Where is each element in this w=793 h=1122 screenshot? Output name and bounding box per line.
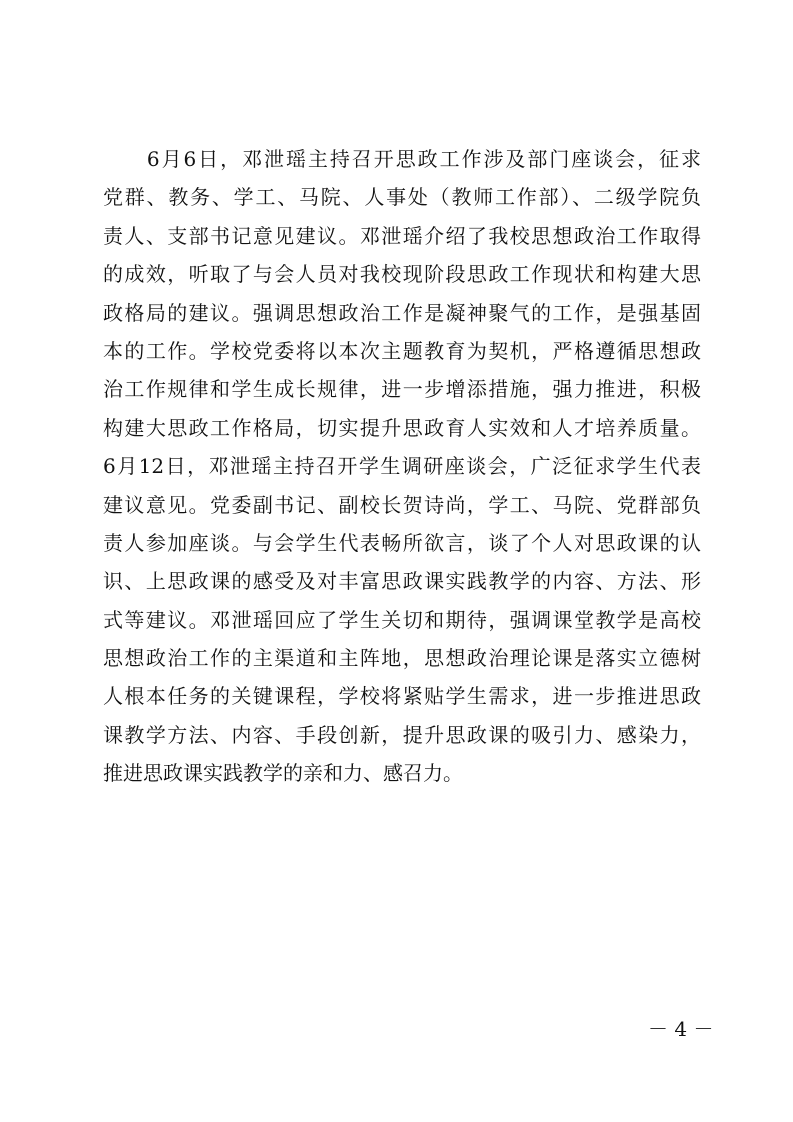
text-line: 式等建议。邓泄瑶回应了学生关切和期待，强调课堂教学是高校 [103, 607, 701, 632]
text-line: 课教学方法、内容、手段创新，提升思政课的吸引力、感染力， [103, 722, 701, 747]
text-line: 治工作规律和学生成长规律，进一步增添措施，强力推进，积极 [103, 377, 701, 402]
text-line: 的成效，听取了与会人员对我校现阶段思政工作现状和构建大思 [103, 262, 701, 287]
text-line: 6月12日，邓泄瑶主持召开学生调研座谈会，广泛征求学生代表 [103, 454, 701, 479]
text-line: 责人参加座谈。与会学生代表畅所欲言，谈了个人对思政课的认 [103, 530, 701, 555]
page-number: － 4 － [648, 1017, 714, 1041]
text-line: 6月6日，邓泄瑶主持召开思政工作涉及部门座谈会，征求 [103, 147, 701, 171]
text-line: 本的工作。学校党委将以本次主题教育为契机，严格遵循思想政 [103, 338, 701, 363]
text-line: 建议意见。党委副书记、副校长贺诗尚，学工、马院、党群部负 [103, 492, 701, 517]
text-line: 推进思政课实践教学的亲和力、感召力。 [103, 761, 463, 786]
text-line: 党群、教务、学工、马院、人事处（教师工作部）、二级学院负 [103, 185, 701, 210]
text-line: 政格局的建议。强调思想政治工作是凝神聚气的工作，是强基固 [103, 300, 701, 325]
body-text [103, 140, 701, 793]
text-line: 识、上思政课的感受及对丰富思政课实践教学的内容、方法、形 [103, 569, 701, 594]
text-line: 思想政治工作的主渠道和主阵地，思想政治理论课是落实立德树 [103, 646, 701, 671]
text-line: 构建大思政工作格局，切实提升思政育人实效和人才培养质量。 [103, 415, 701, 440]
text-line: 责人、支部书记意见建议。邓泄瑶介绍了我校思想政治工作取得 [103, 223, 701, 248]
text-line: 人根本任务的关键课程，学校将紧贴学生需求，进一步推进思政 [103, 684, 701, 709]
